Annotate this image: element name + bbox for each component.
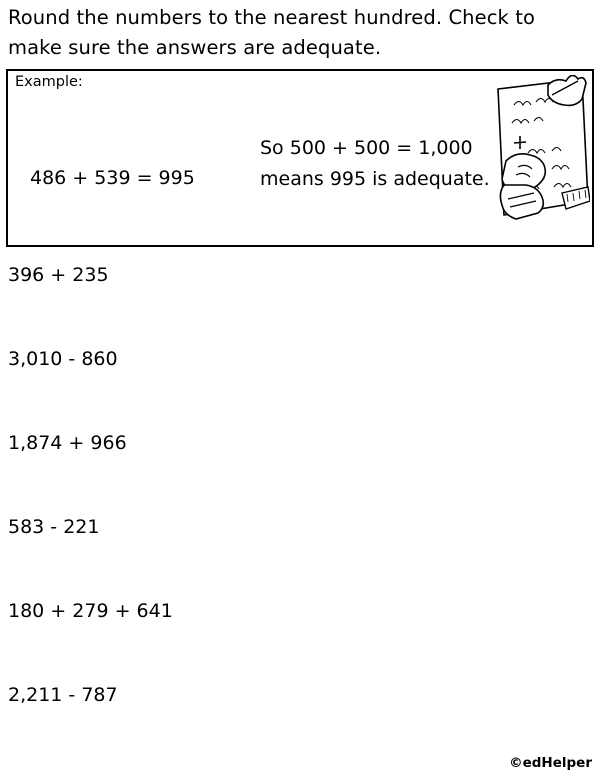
problem-item: 583 - 221 [8,516,100,538]
problem-item: 3,010 - 860 [8,348,118,370]
example-label: Example: [15,74,83,90]
example-explanation [260,133,490,195]
example-explanation-line-2: means 995 is adequate. [260,168,490,190]
problem-item: 396 + 235 [8,264,109,286]
example-box [6,69,594,247]
problem-item: 180 + 279 + 641 [8,600,173,622]
hand-writing-on-paper-illustration [470,75,590,227]
problem-item: 2,211 - 787 [8,684,118,706]
example-work [30,101,195,247]
problem-list [6,263,594,767]
page-instructions: Round the numbers to the nearest hundred. Check to make sure the answers are adequate. [8,6,536,59]
copyright-footer: ©edHelper [509,755,592,771]
problem-item: 1,874 + 966 [8,432,127,454]
example-explanation-line-1: So 500 + 500 = 1,000 [260,137,473,159]
example-line-1: 486 + 539 = 995 [30,167,195,189]
